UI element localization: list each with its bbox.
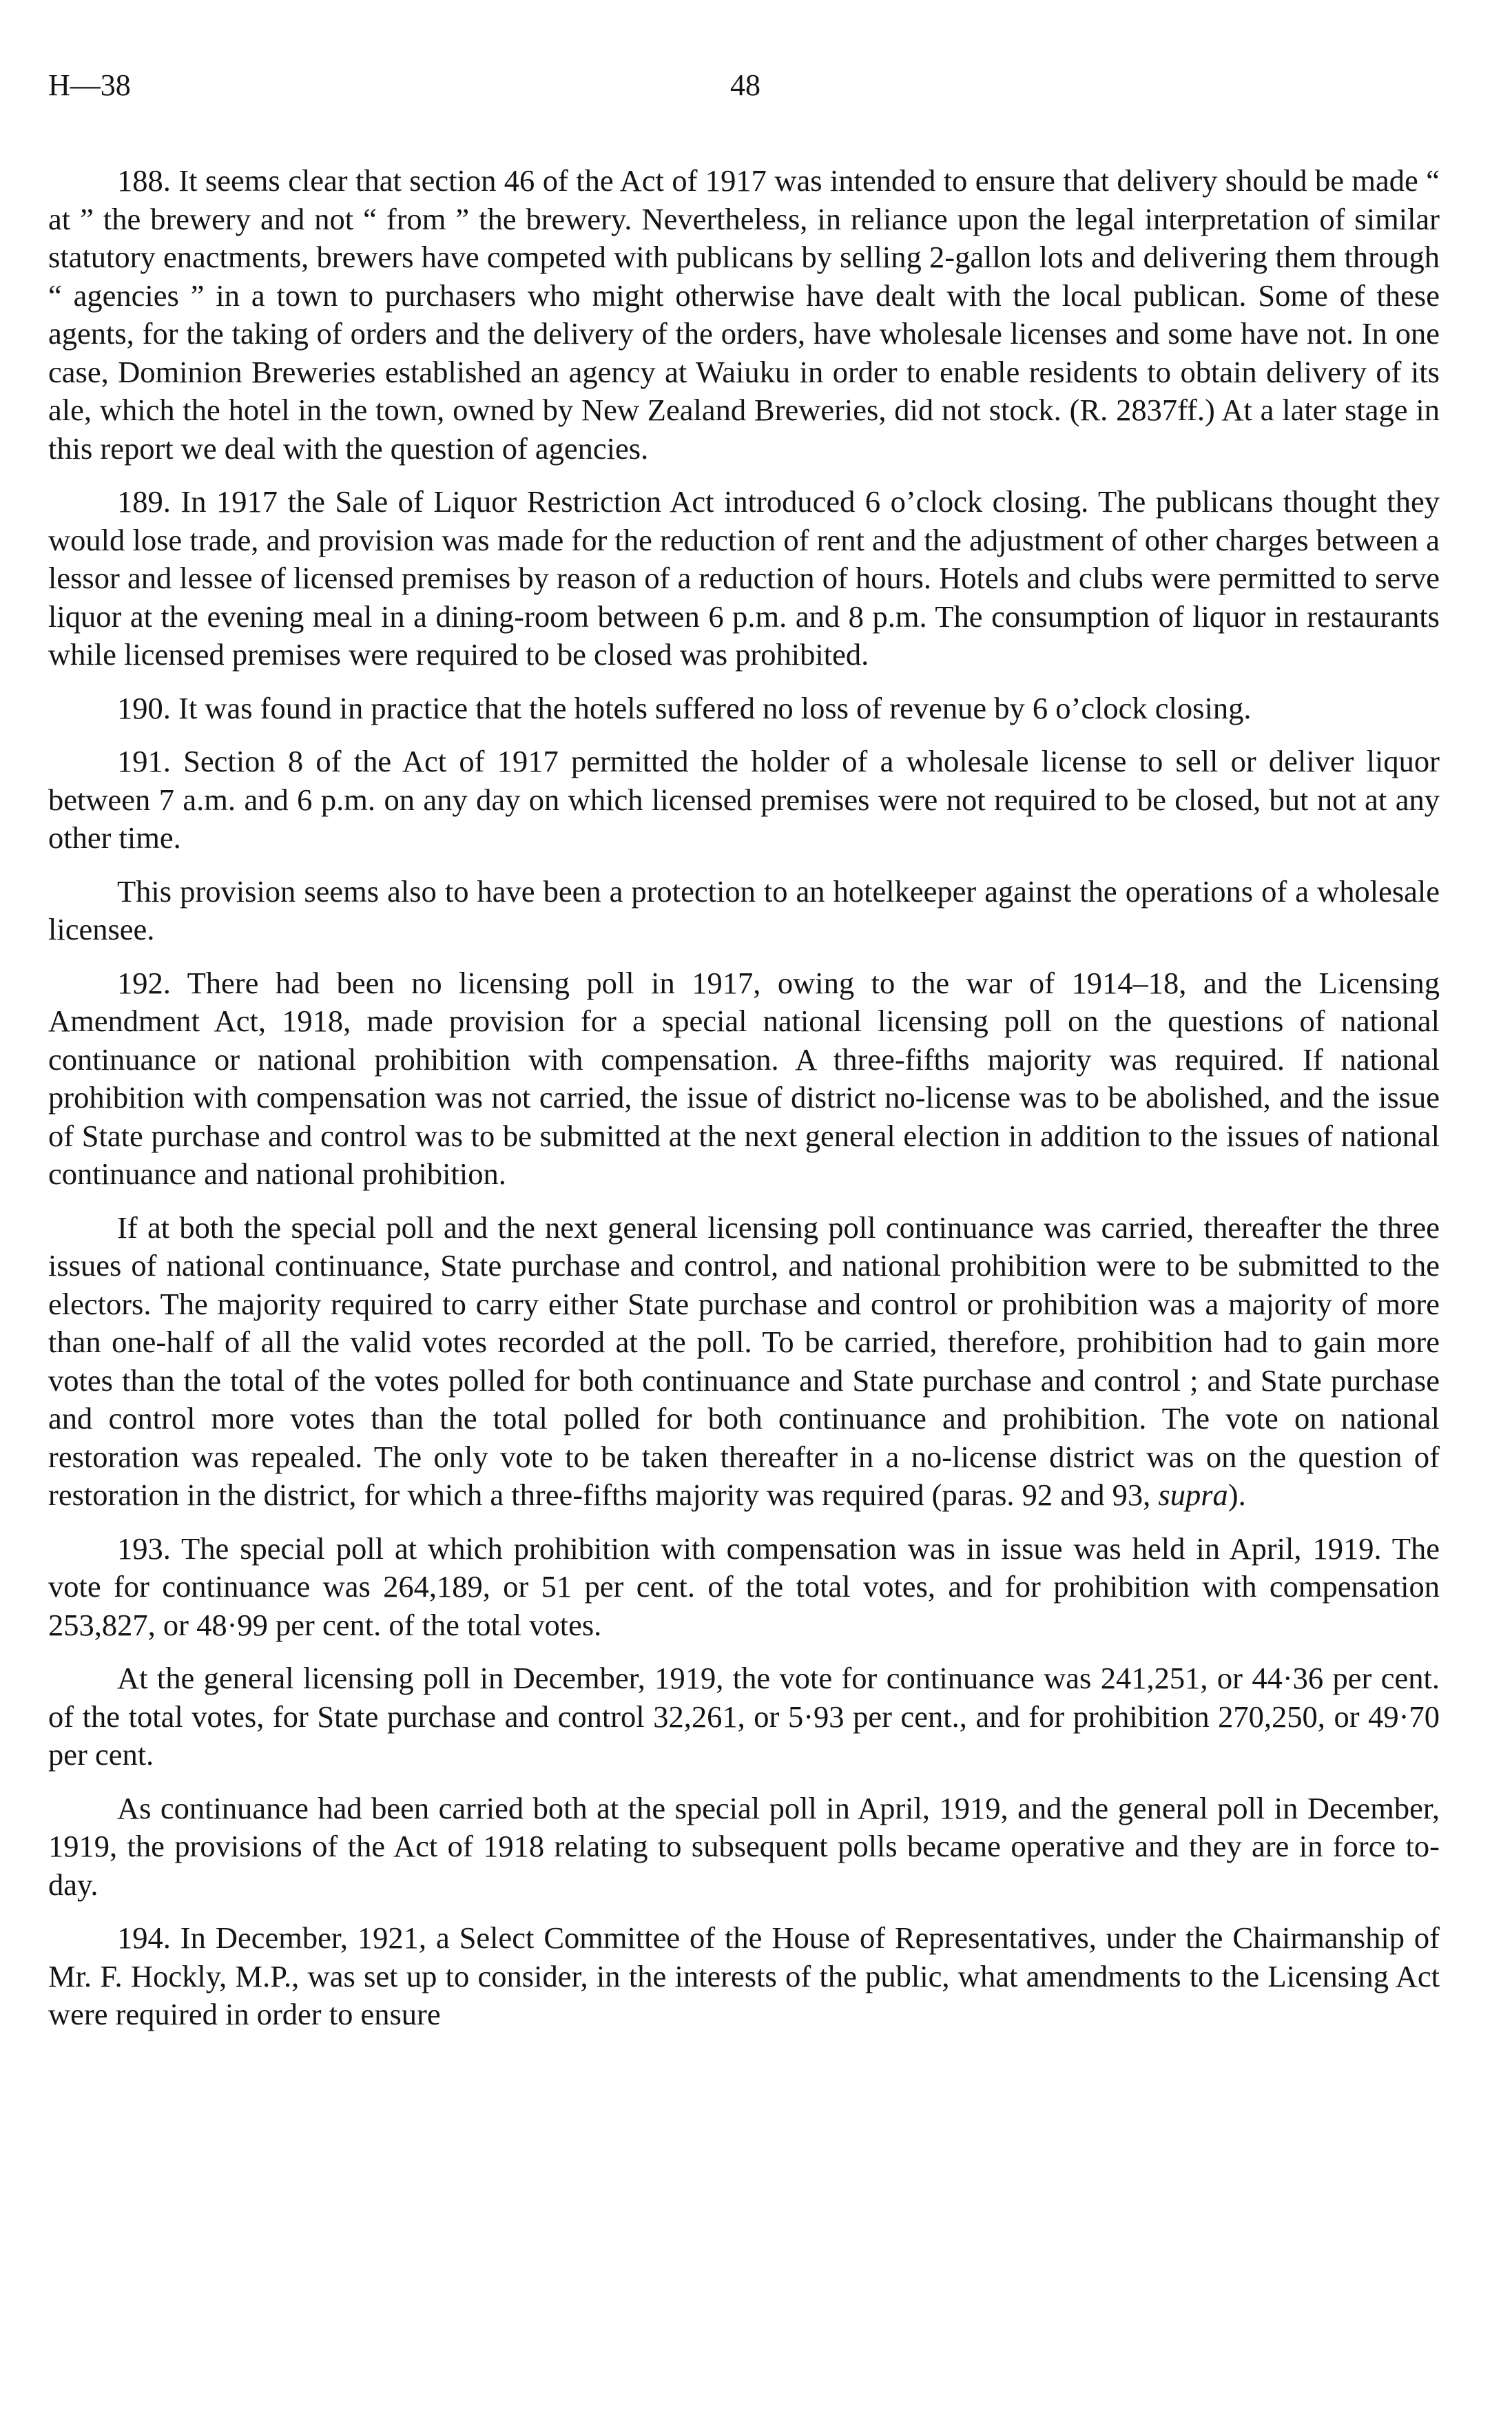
paragraph-189: 189. In 1917 the Sale of Liquor Restriction Act introduced 6 o’clock closing. The publicans thought they would lose trade, and provision was made for the reduction of rent and the adjustment of other charges between a lessor and lessee of licensed premises by reason of a reduction of hours. Hotels and clubs were permitted to serve liquor at the evening meal in a dining-room between 6 p.m. and 8 p.m. The consumption of liquor in restaurants while licensed premises were required to be closed was prohibited. bbox=[48, 484, 1440, 672]
paragraph-193: 193. The special poll at which prohibition with compensation was in issue was held in April, 1919. The vote for continuance was 264,189, or 51 per cent. of the total votes, and for prohibition with compensation 253,827, or 48·99 per cent. of the total votes. bbox=[48, 1531, 1440, 1642]
paragraph-191-continued: This provision seems also to have been a protection to an hotelkeeper against the operations of a wholesale licensee. bbox=[48, 873, 1440, 946]
paragraph-188: 188. It seems clear that section 46 of the Act of 1917 was intended to ensure that delivery should be made “ at ” the brewery and not “ from ” the brewery. Nevertheless, in reliance upon the legal interpretation of similar statutory enactments, brewers have competed with publicans by selling 2-gallon lots and delivering them through “ agencies ” in a town to purchasers who might otherwise have dealt with the local publican. Some of these agents, for the taking of orders and the delivery of the orders, have wholesale licenses and some have not. In one case, Dominion Breweries established an agency at Waiuku in order to enable residents to obtain delivery of its ale, which the hotel in the town, owned by New Zealand Breweries, did not stock. (R. 2837ff.) At a later stage in this report we deal with the question of agencies. bbox=[48, 163, 1440, 466]
paragraph-190: 190. It was found in practice that the hotels suffered no loss of revenue by 6 o’clock closing. bbox=[117, 690, 1252, 725]
document-reference: H—38 bbox=[48, 68, 131, 102]
paragraph-192-continued-text: If at both the special poll and the next general licensing poll continuance was carried, thereafter the three issues of national continuance, State purchase and control, and national prohibition were to be submitted to the electors. The majority required to carry either State purchase and control or prohibition was a majority of more than one-half of all the valid votes recorded at the poll. To be carried, therefore, prohibition had to gain more votes than the total of the votes polled for both continuance and State purchase and control ; and State purchase and control more votes than the total polled for both continuance and prohibition. The vote on national restoration was repealed. The only vote to be taken thereafter in a no-license district was on the question of restoration in the district, for which a three-fifths majority was required (paras. 92 and 93, bbox=[48, 1210, 1440, 1512]
document-body bbox=[48, 162, 1440, 2049]
paragraph-191: 191. Section 8 of the Act of 1917 permitted the holder of a wholesale license to sell or deliver liquor between 7 a.m. and 6 p.m. on any day on which licensed premises were not required to be closed, but not at any other time. bbox=[48, 744, 1440, 855]
paragraph-192-continued bbox=[48, 1209, 1440, 1515]
page-header bbox=[48, 41, 1440, 117]
paragraph-192-continued-tail: ). bbox=[1228, 1478, 1246, 1512]
supra-italic: supra bbox=[1158, 1478, 1228, 1512]
page-number: 48 bbox=[730, 68, 760, 102]
document-page bbox=[48, 41, 1440, 2031]
paragraph-193-conclusion: As continuance had been carried both at the special poll in April, 1919, and the general poll in December, 1919, the provisions of the Act of 1918 relating to subsequent polls became operative and they are in force to-day. bbox=[48, 1790, 1440, 1902]
paragraph-194: 194. In December, 1921, a Select Committee of the House of Representatives, under the Chairmanship of Mr. F. Hockly, M.P., was set up to consider, in the interests of the public, what amendments to the Licensing Act were required in order to ensure bbox=[48, 1920, 1440, 2031]
paragraph-192: 192. There had been no licensing poll in 1917, owing to the war of 1914–18, and the Licensing Amendment Act, 1918, made provision for a special national licensing poll on the questions of national continuance or national prohibition with compensation. A three-fifths majority was required. If national prohibition with compensation was not carried, the issue of district no-license was to be abolished, and the issue of State purchase and control was to be submitted at the next general election in addition to the issues of national continuance and national prohibition. bbox=[48, 965, 1440, 1191]
paragraph-193-poll-results: At the general licensing poll in December, 1919, the vote for continuance was 241,251, or 44·36 per cent. of the total votes, for State purchase and control 32,261, or 5·93 per cent., and for prohibition 270,250, or 49·70 per cent. bbox=[48, 1661, 1440, 1772]
